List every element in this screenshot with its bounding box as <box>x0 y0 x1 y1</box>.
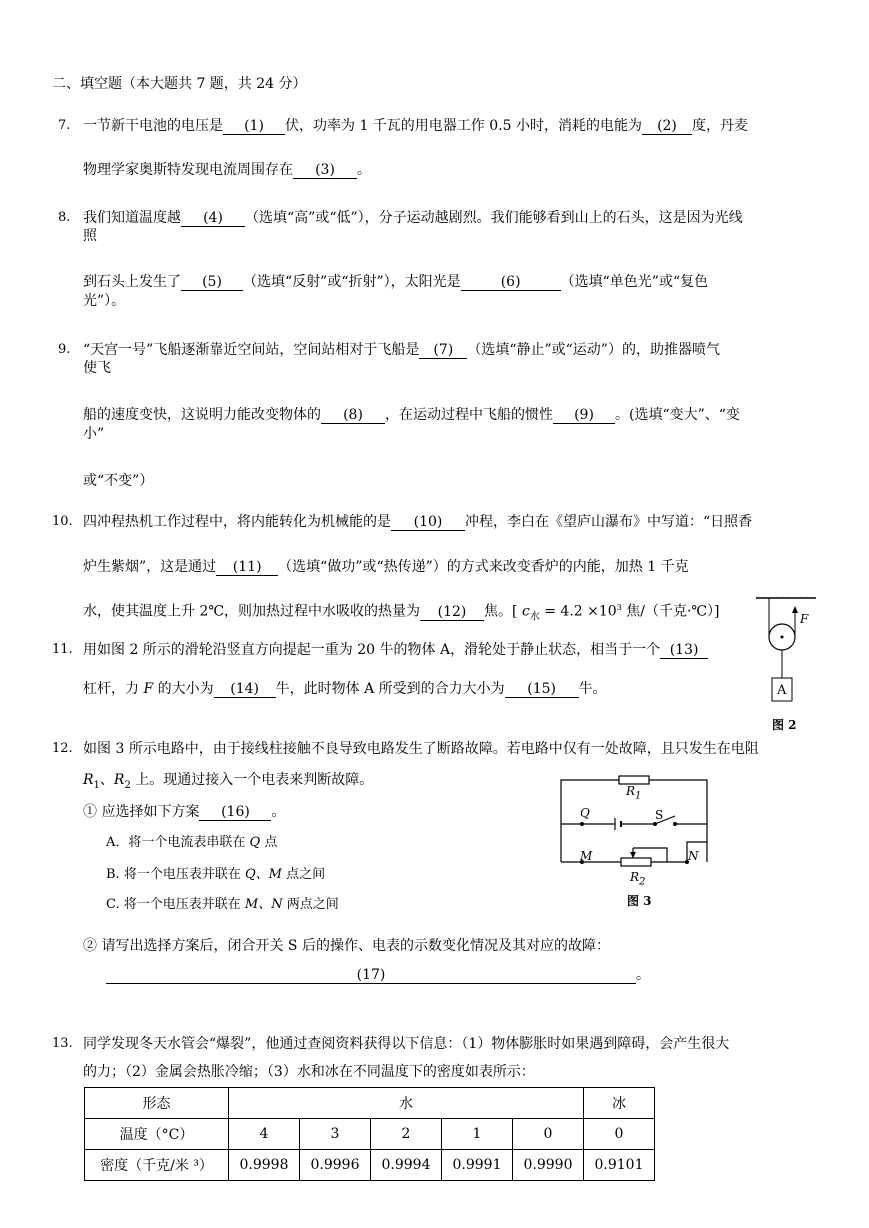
question-number-10: 10. <box>52 514 73 529</box>
blank-16: (16) <box>199 804 271 821</box>
q12-text: ① 应选择如下方案 <box>83 804 200 820</box>
header-state: 形态 <box>85 1088 229 1119</box>
header-ice: 冰 <box>584 1088 655 1119</box>
q12-text: 上。现通过接入一个电表来判断故障。 <box>130 772 374 788</box>
label-text: R <box>630 870 640 884</box>
table-cell: 0 <box>584 1119 655 1150</box>
blank-14: (14) <box>214 681 276 698</box>
q8-line2 <box>83 273 708 291</box>
question-number-7: 7. <box>58 118 71 133</box>
q12-line1: 如图 3 所示电路中，由于接线柱接触不良导致电路发生了断路故障。若电路中仅有一处故障，且只发生在电阻 <box>83 741 759 757</box>
label-text: R <box>626 784 636 798</box>
blank-3: (3) <box>293 162 357 179</box>
q9-line2 <box>83 406 740 424</box>
block-label: A <box>777 683 787 698</box>
q9-text: 使飞 <box>83 360 111 376</box>
q10-text: 四冲程热机工作过程中，将内能转化为机械能的是 <box>83 514 391 530</box>
section-title: 二、填空题（本大题共 7 题，共 24 分） <box>52 76 307 92</box>
subscript: 2 <box>124 779 131 791</box>
q11-text: 牛，此时物体 A 所受到的合力大小为 <box>275 681 505 697</box>
point-label: Q <box>249 835 261 850</box>
blank-1: (1) <box>223 118 285 135</box>
q10-text: = 4.2 ×10 <box>539 603 617 620</box>
q11-text: 的大小为 <box>153 681 214 697</box>
q12-text: 。 <box>636 967 650 983</box>
subscript: 1 <box>93 779 100 791</box>
q9-text: 船的速度变快，这说明力能改变物体的 <box>83 407 321 423</box>
q12-line2 <box>83 771 373 795</box>
subscript: 2 <box>639 876 646 888</box>
slider-arrow <box>630 852 636 858</box>
fig3-label-n: N <box>688 849 699 863</box>
figure-2-caption: 图 2 <box>772 718 797 732</box>
q12-answer-line <box>106 966 650 984</box>
q8-text: 照 <box>83 228 97 244</box>
table-row <box>85 1150 655 1181</box>
option-a <box>106 834 277 852</box>
q9-text: 或“不变”） <box>83 473 154 489</box>
table-row <box>85 1088 655 1119</box>
blank-9: (9) <box>553 407 615 424</box>
q10-text: 水，使其温度上升 2℃，则加热过程中水吸收的热量为 <box>83 603 421 620</box>
blank-15: (15) <box>505 681 579 698</box>
blank-13: (13) <box>660 642 708 659</box>
q7-text: 伏，功率为 1 千瓦的用电器工作 0.5 小时，消耗的电能为 <box>285 118 642 134</box>
resistor-r2-symbol: R <box>113 772 125 788</box>
q7-text: 。 <box>357 162 371 178</box>
q7-text: 一节新干电池的电压是 <box>83 118 223 134</box>
q8-text: （选填“高”或“低”），分子运动越剧烈。我们能够看到山上的石头，这是因为光线 <box>245 210 743 226</box>
q8-text: （选填“单色光”或“复色 <box>560 274 709 290</box>
q10-text: 炉生紫烟”，这是通过 <box>83 559 217 575</box>
q11-line2 <box>83 680 607 698</box>
option-b-text: B. 将一个电压表并联在 <box>106 867 245 882</box>
q10-text: 焦。[ <box>484 603 518 620</box>
density-table <box>84 1087 655 1181</box>
fig3-label-r1 <box>626 784 641 801</box>
q13-line2: 的力；（2）金属会热胀冷缩；（3）水和冰在不同温度下的密度如表所示： <box>83 1064 535 1080</box>
table-row <box>85 1119 655 1150</box>
q8-line1 <box>83 209 743 227</box>
density-label: 密度（千克/米 ³） <box>85 1150 229 1181</box>
table-cell: 0.9990 <box>513 1150 584 1181</box>
question-number-11: 11. <box>52 642 73 657</box>
question-number-13: 13. <box>52 1036 73 1051</box>
q10-line1 <box>83 513 752 531</box>
q7-text: 物理学家奥斯特发现电流周围存在 <box>83 162 293 178</box>
resistor-r1 <box>619 776 649 784</box>
blank-17: (17) <box>106 967 636 984</box>
pulley-axle <box>781 636 784 639</box>
q11-text: 牛。 <box>578 681 607 697</box>
option-a-text: 点 <box>260 835 278 850</box>
option-b-text: 点之间 <box>281 867 326 882</box>
q10-line2 <box>83 558 689 576</box>
header-water: 水 <box>229 1088 584 1119</box>
fig3-label-r2 <box>630 870 645 887</box>
option-b <box>106 866 325 884</box>
q10-text: 焦/（千克·℃）] <box>621 603 720 620</box>
q7-line2 <box>83 161 371 179</box>
point-label: M、N <box>244 897 283 912</box>
fig3-label-m: M <box>580 849 593 863</box>
force-arrow <box>792 606 798 613</box>
table-cell: 0.9991 <box>442 1150 513 1181</box>
blank-4: (4) <box>181 210 245 227</box>
blank-6: (6) <box>461 274 561 291</box>
option-c-text: C. 将一个电压表并联在 <box>106 897 245 912</box>
resistor-r1-symbol: R <box>83 772 94 788</box>
force-symbol: F <box>143 681 154 697</box>
question-number-9: 9. <box>58 342 71 357</box>
blank-2: (2) <box>642 118 692 135</box>
fig3-label-q: Q <box>580 806 590 820</box>
node-q <box>580 822 584 826</box>
blank-5: (5) <box>181 274 243 291</box>
specific-heat-subscript: 水 <box>529 611 540 623</box>
subscript: 1 <box>635 790 642 802</box>
q9-text: “天宫一号”飞船逐渐靠近空间站，空间站相对于飞船是 <box>83 342 420 358</box>
blank-8: (8) <box>321 407 385 424</box>
fig3-label-s: S <box>655 808 664 822</box>
force-label: F <box>800 612 809 626</box>
question-number-12: 12. <box>52 741 73 756</box>
q12-text: 、 <box>99 772 114 788</box>
table-cell: 0.9101 <box>584 1150 655 1181</box>
q8-text: （选填“反射”或“折射”），太阳光是 <box>243 274 461 290</box>
q12-sub1 <box>83 803 285 821</box>
q9-text: ，在运动过程中飞船的惯性 <box>385 407 553 423</box>
switch-contact <box>653 822 657 826</box>
q7-line1 <box>83 117 748 135</box>
q8-text: 光”）。 <box>83 293 126 309</box>
table-cell: 4 <box>229 1119 300 1150</box>
q12-text: 。 <box>271 804 286 820</box>
specific-heat-symbol: c <box>521 603 530 620</box>
q11-text: 杠杆，力 <box>83 681 144 697</box>
wire-left-top <box>561 780 619 842</box>
option-a-text: A．将一个电流表串联在 <box>106 835 250 850</box>
table-cell: 2 <box>371 1119 442 1150</box>
q13-line1: 同学发现冬天水管会“爆裂”，他通过查阅资料获得以下信息：（1）物体膨胀时如果遇到障碍，会产生很大 <box>83 1036 730 1052</box>
exponent: 3 <box>616 603 622 612</box>
q7-text: 度，丹麦 <box>691 118 748 134</box>
blank-12: (12) <box>420 604 484 621</box>
blank-11: (11) <box>216 559 278 576</box>
q9-line1 <box>83 341 720 359</box>
q11-line1 <box>83 641 708 659</box>
q8-text: 我们知道温度越 <box>83 210 181 226</box>
q12-sub2: ② 请写出选择方案后，闭合开关 S 后的操作、电表的示数变化情况及其对应的故障： <box>83 938 610 954</box>
table-cell: 0.9998 <box>229 1150 300 1181</box>
table-cell: 0 <box>513 1119 584 1150</box>
table-cell: 3 <box>300 1119 371 1150</box>
q11-text: 用如图 2 所示的滑轮沿竖直方向提起一重为 20 牛的物体 A，滑轮处于静止状态，相当于一个 <box>83 642 661 658</box>
q9-text: 小” <box>83 426 105 442</box>
table-cell: 0.9994 <box>371 1150 442 1181</box>
resistor-r2 <box>621 858 651 866</box>
table-cell: 0.9996 <box>300 1150 371 1181</box>
figure-3-caption: 图 3 <box>627 894 652 908</box>
q9-text: （选填“静止”或“运动”）的，助推器喷气 <box>467 342 720 358</box>
option-c-text: 两点之间 <box>282 897 339 912</box>
q10-text: （选填“做功”或“热传递”）的方式来改变香炉的内能，加热 1 千克 <box>278 559 689 575</box>
q8-text: 到石头上发生了 <box>83 274 181 290</box>
q10-text: 冲程，李白在《望庐山瀑布》中写道：“日照香 <box>465 514 753 530</box>
option-c <box>106 896 339 914</box>
temp-label: 温度（°C） <box>85 1119 229 1150</box>
blank-10: (10) <box>391 514 465 531</box>
table-cell: 1 <box>442 1119 513 1150</box>
question-number-8: 8. <box>58 210 71 225</box>
q9-text: 。(选填“变大”、“变 <box>615 407 740 423</box>
blank-7: (7) <box>419 342 467 359</box>
q10-line3 <box>83 599 720 626</box>
switch-contact <box>673 822 677 826</box>
point-label: Q、M <box>244 867 282 882</box>
